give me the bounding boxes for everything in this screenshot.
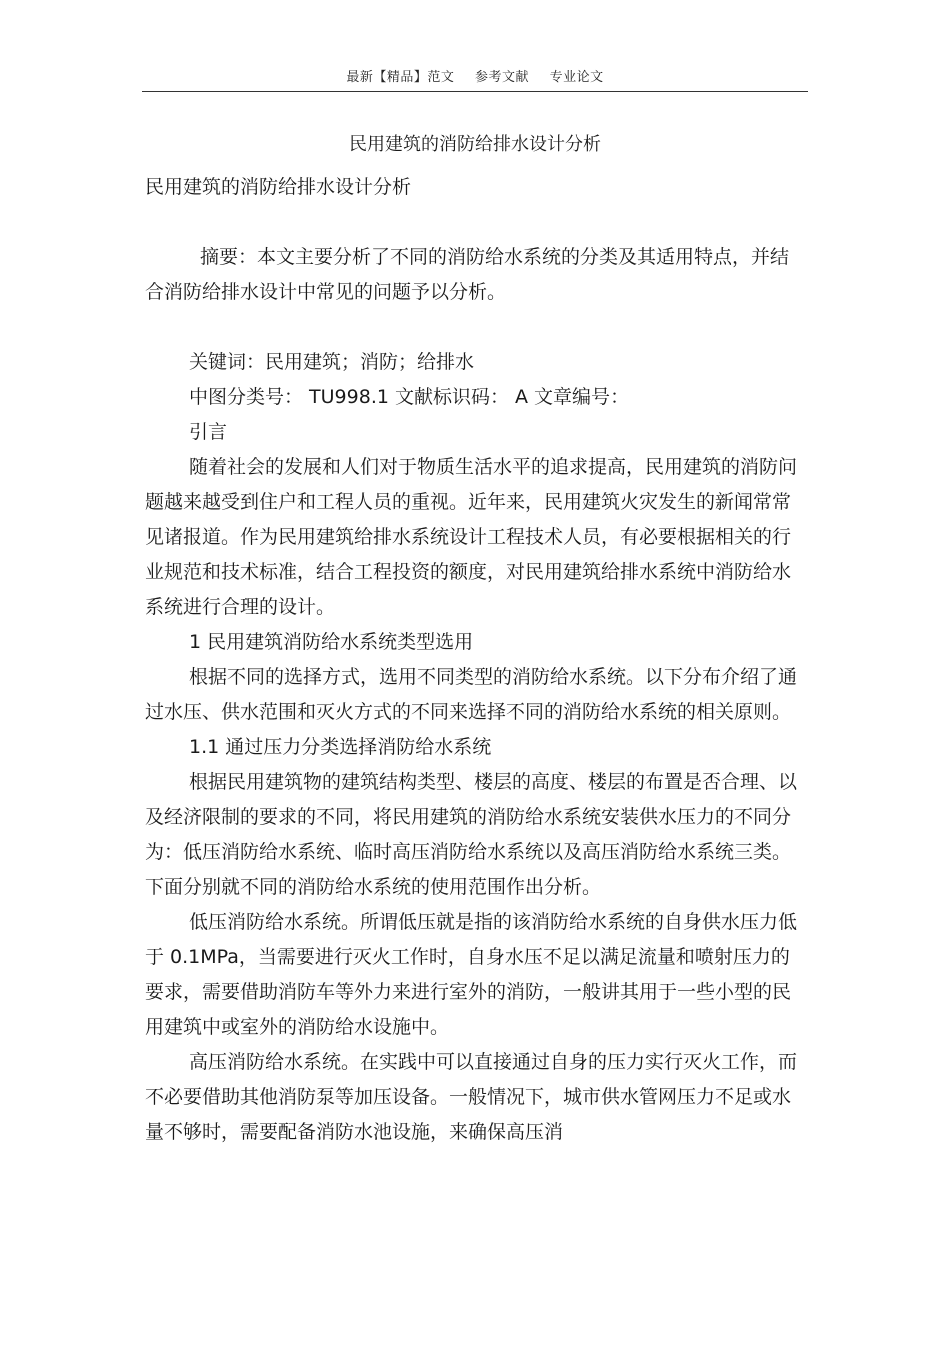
document-title: 民用建筑的消防给排水设计分析	[349, 134, 601, 155]
header-item-fanwen: 最新【精品】范文	[346, 70, 455, 85]
keywords: 关键词：民用建筑；消防；给排水	[189, 351, 475, 373]
abstract: 摘要：本文主要分析了不同的消防给水系统的分类及其适用特点，并结合消防给排水设计中常见的问题予以分析。	[145, 246, 790, 303]
section-heading-1: 1 民用建筑消防给水系统类型选用	[189, 631, 474, 653]
paragraph-high-pressure: 高压消防给水系统。在实践中可以直接通过自身的压力实行灭火工作，而不必要借助其他消防泵等加压设备。一般情况下，城市供水管网压力不足或水量不够时，需要配备消防水池设施，来确保高压消	[145, 1051, 798, 1143]
page-header	[142, 66, 808, 85]
paragraph-section-1: 根据不同的选择方式，选用不同类型的消防给水系统。以下分布介绍了通过水压、供水范围和灭火方式的不同来选择不同的消防给水系统的相关原则。	[145, 666, 798, 723]
classification-line: 中图分类号： TU998.1 文献标识码： A 文章编号：	[189, 386, 630, 408]
paragraph-pressure-classification: 根据民用建筑物的建筑结构类型、楼层的高度、楼层的布置是否合理、以及经济限制的要求的不同，将民用建筑的消防给水系统安装供水压力的不同分为：低压消防给水系统、临时高压消防给水系统以及高压消防给水系统三类。下面分别就不同的消防给水系统的使用范围作出分析。	[145, 771, 798, 898]
intro-heading: 引言	[189, 421, 228, 443]
article-subtitle: 民用建筑的消防给排水设计分析	[145, 176, 412, 198]
paragraph-low-pressure: 低压消防给水系统。所谓低压就是指的该消防给水系统的自身供水压力低于 0.1MPa，当需要进行灭火工作时，自身水压不足以满足流量和喷射压力的要求，需要借助消防车等外力来进行室外的消防，一般讲其用于一些小型的民用建筑中或室外的消防给水设施中。	[145, 911, 798, 1038]
section-heading-1-1: 1.1 通过压力分类选择消防给水系统	[189, 736, 492, 758]
header-divider	[142, 91, 808, 92]
header-item-references: 参考文献	[474, 70, 529, 85]
document-body	[145, 170, 805, 1150]
header-item-papers: 专业论文	[549, 70, 604, 85]
paragraph-intro: 随着社会的发展和人们对于物质生活水平的追求提高，民用建筑的消防问题越来越受到住户和工程人员的重视。近年来，民用建筑火灾发生的新闻常常见诸报道。作为民用建筑给排水系统设计工程技术人员，有必要根据相关的行业规范和技术标准，结合工程投资的额度，对民用建筑给排水系统中消防给水系统进行合理的设计。	[145, 456, 798, 618]
